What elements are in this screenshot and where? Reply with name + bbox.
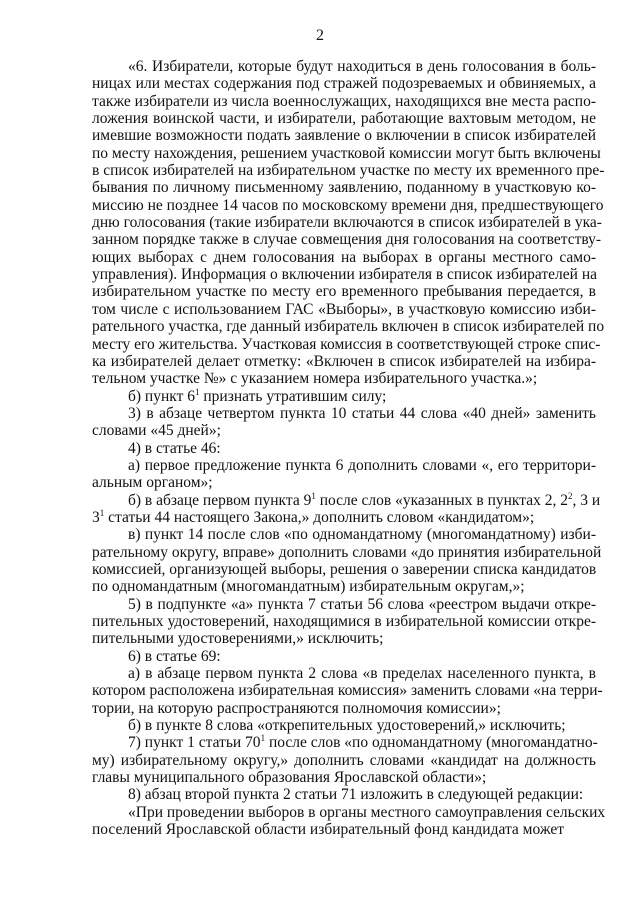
text-line: пительных удостоверений, находящимися в избирательной комиссии откре- bbox=[92, 613, 596, 630]
text-line: по одномандатным (многомандатным) избирательным округам,»; bbox=[92, 578, 525, 596]
text-line: поселений Ярославской области избирательный фонд кандидата может bbox=[92, 821, 565, 839]
text-line: котором расположена избирательная комиссия» заменить словами «на терри- bbox=[92, 682, 603, 700]
text-line: тории, на которую распространяются полномочия комиссии»; bbox=[92, 699, 501, 717]
text-line: ложения воинской части, и избиратели, работающие вахтовым методом, не bbox=[92, 110, 596, 128]
text-line: 3) в абзаце четвертом пункта 10 статьи 44 слова «40 дней» заменить bbox=[128, 404, 596, 422]
text-line: по месту нахождения, решением участковой комиссии могут быть включены bbox=[92, 144, 601, 162]
text-line: рательному округу, вправе» дополнить словами «до принятия избирательной bbox=[92, 543, 602, 561]
paragraph bbox=[92, 786, 596, 803]
text-line: «6. Избиратели, которые будут находиться в день голосования в боль- bbox=[128, 58, 596, 75]
paragraph bbox=[92, 440, 596, 457]
paragraph bbox=[92, 457, 596, 492]
text-line: рательного участка, где данный избиратель включен в список избирателей по bbox=[92, 318, 605, 336]
text-line: управления). Информация о включении избирателя в список избирателей на bbox=[92, 266, 597, 284]
paragraph bbox=[92, 717, 596, 734]
text-line: имевшие возможности подать заявление о включении в список избирателей bbox=[92, 127, 596, 145]
text-line: а) первое предложение пункта 6 дополнить словами «, его территори- bbox=[128, 456, 596, 474]
text-line: пительными удостоверениями,» исключить; bbox=[92, 630, 384, 648]
text-line: избирательном участке по месту его временного пребывания передается, в bbox=[92, 283, 596, 301]
text-line: альным органом»; bbox=[92, 474, 213, 492]
paragraph bbox=[92, 405, 596, 440]
paragraph bbox=[92, 526, 602, 596]
text-line: ющих выборах с днем голосования на выборах в органы местного само- bbox=[92, 248, 596, 266]
document-body bbox=[92, 58, 606, 839]
text-line: комиссией, организующей выборы, решения о заверении списка кандидатов bbox=[92, 560, 597, 578]
paragraph bbox=[92, 734, 596, 786]
paragraph bbox=[92, 665, 603, 717]
text-line: том числе с использованием ГАС «Выборы», в участковую комиссию изби- bbox=[92, 300, 596, 318]
text-line: тельном участке №» с указанием номера избирательного участка.»; bbox=[92, 370, 538, 388]
text-line: в) пункт 14 после слов «по одномандатному (многомандатному) изби- bbox=[128, 526, 596, 544]
text-line: 7) пункт 1 статьи $70^1$ после слов «по одномандатному (многомандатно- bbox=[128, 733, 598, 752]
text-line: «При проведении выборов в органы местного самоуправления сельских bbox=[128, 803, 606, 821]
text-line: б) в пункте 8 слова «открепительных удостоверений,» исключить; bbox=[128, 717, 566, 735]
text-line: дню голосования (такие избиратели включаются в список избирателей в ука- bbox=[92, 214, 602, 232]
text-line: ницах или местах содержания под стражей подозреваемых и обвиняемых, а bbox=[92, 75, 596, 93]
text-line: также избиратели из числа военнослужащих, находящихся вне места распо- bbox=[92, 92, 596, 110]
text-line: б) пункт $6^1$ признать утратившим силу; bbox=[128, 386, 387, 405]
text-line: в список избирателей на избирательном участке по месту их временного пре- bbox=[92, 162, 605, 180]
text-line: миссию не позднее 14 часов по московскому времени дня, предшествующего bbox=[92, 196, 604, 214]
text-line: бывания по личному письменному заявлению, поданному в участковую ко- bbox=[92, 179, 596, 197]
paragraph bbox=[92, 490, 601, 527]
paragraph bbox=[92, 648, 596, 665]
text-line: му) избирательному округу,» дополнить словами «кандидат на должность bbox=[92, 751, 596, 769]
text-line: главы муниципального образования Ярославской области»; bbox=[92, 769, 487, 787]
paragraph bbox=[92, 596, 596, 648]
text-line: б) в абзаце первом пункта $9^1$ после слов «указанных в пунктах 2, $2^2$, 3 и bbox=[128, 490, 601, 509]
text-line: занном порядке также в случае совмещения дня голосования на соответству- bbox=[92, 231, 602, 249]
text-line: 4) в статье 46: bbox=[128, 439, 221, 457]
text-line: 8) абзац второй пункта 2 статьи 71 изложить в следующей редакции: bbox=[128, 786, 584, 804]
text-line: а) в абзаце первом пункта 2 слова «в пределах населенного пункта, в bbox=[128, 665, 596, 683]
text-line: 6) в статье 69: bbox=[128, 647, 221, 665]
page-number: 2 bbox=[316, 27, 324, 44]
text-line: 5) в подпункте «а» пункта 7 статьи 56 слова «реестром выдачи откре- bbox=[128, 595, 596, 613]
text-line: $3^1$ статьи 44 настоящего Закона,» дополнить словом «кандидатом»; bbox=[92, 507, 535, 526]
paragraph bbox=[92, 58, 605, 388]
paragraph bbox=[92, 803, 606, 839]
paragraph bbox=[92, 388, 596, 405]
text-line: месту его жительства. Участковая комиссия в соответствующей строке спис- bbox=[92, 335, 601, 353]
text-line: ка избирателей делает отметку: «Включен в список избирателей на избира- bbox=[92, 352, 596, 370]
text-line: словами «45 дней»; bbox=[92, 422, 221, 440]
